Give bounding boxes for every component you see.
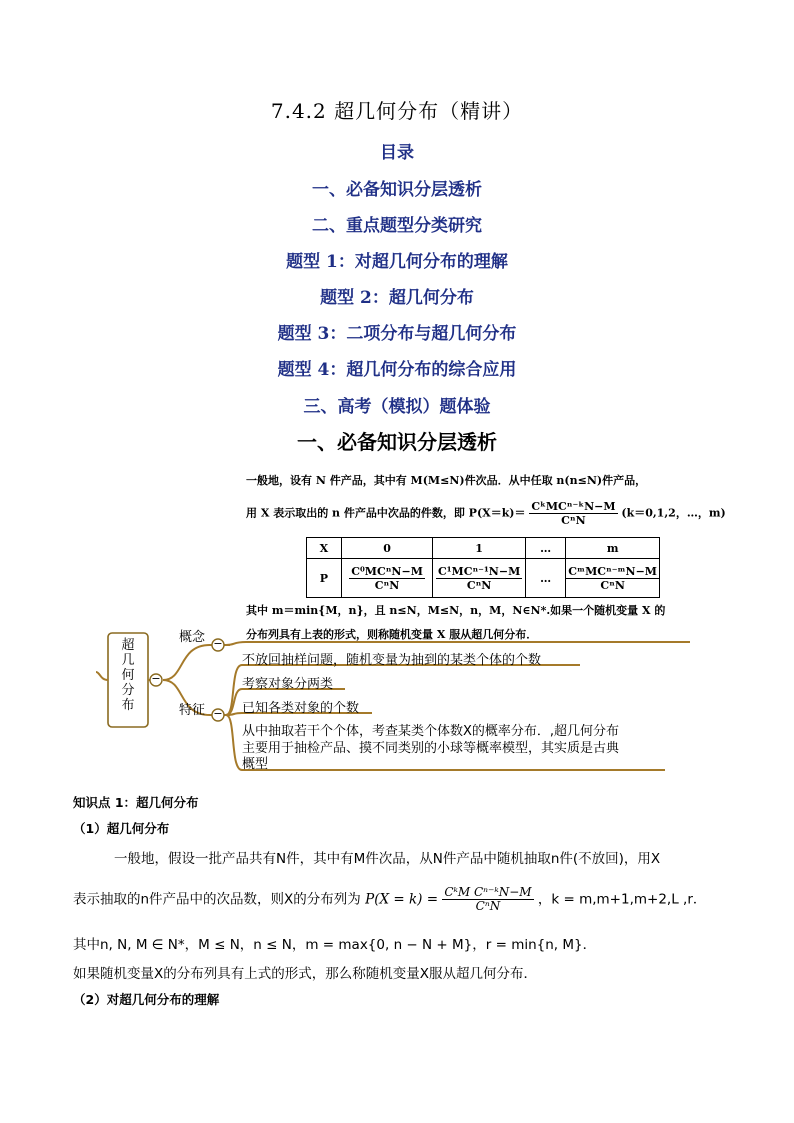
mindmap-root-char: 几 (121, 653, 135, 668)
mindmap-feature-2: 考察对象分两类 (242, 677, 334, 692)
formula-lhs: P(X = k) = (365, 891, 439, 908)
mindmap-feature-4-line-1: 从中抽取若干个个体，考查某类个体数X的概率分布．,超几何分布 (242, 724, 620, 739)
toc-item-2[interactable]: 二、重点题型分类研究 (312, 216, 482, 236)
toc-item-3[interactable]: 题型 1：对超几何分布的理解 (286, 252, 508, 272)
toc-item-6[interactable]: 题型 4：超几何分布的综合应用 (277, 360, 517, 380)
formula-fraction (442, 886, 533, 913)
mindmap-root-char: 分 (121, 683, 135, 698)
mindmap-root-char: 布 (121, 698, 135, 713)
toc-heading: 目录 (380, 143, 414, 163)
paragraph-3: 其中n, N, M ∈ N*，M ≤ N，n ≤ N，m = max{0, n − N + M}，r = min{n, M}． (73, 937, 597, 953)
mindmap-feature-1: 不放回抽样问题，随机变量为抽到的某类个体的个数 (242, 653, 542, 668)
fraction-denominator: CⁿN (600, 578, 625, 592)
toc-item-1[interactable]: 一、必备知识分层透析 (312, 180, 482, 200)
toc-item-5[interactable]: 题型 3：二项分布与超几何分布 (277, 324, 517, 344)
collapse-icon[interactable]: − (213, 707, 223, 720)
toc-item-7[interactable]: 三、高考（模拟）题体验 (303, 397, 491, 417)
subheading-2: （2）对超几何分布的理解 (73, 992, 220, 1007)
mindmap-root (118, 638, 138, 713)
mindmap-branch-feature: 特征 (179, 703, 206, 718)
fraction-numerator: CᵏMCⁿ⁻ᵏN−M (531, 500, 616, 513)
mindmap-feature-4-line-3: 概型 (242, 757, 269, 772)
fraction-denominator: CⁿN (466, 578, 492, 592)
mindmap-feature-4-line-2: 主要用于抽检产品、摸不同类别的小球等概率模型，其实质是古典 (242, 741, 620, 756)
table-cell: m (566, 538, 660, 559)
table-cell: … (525, 559, 565, 598)
paragraph-2-post: ，k = m,m+1,m+2,L ,r． (537, 891, 707, 908)
paragraph-2-pre: 表示抽取的n件产品中的次品数，则X的分布列为 (73, 891, 361, 908)
fraction-denominator: CⁿN (475, 899, 501, 913)
definition-line-2-post: (k＝0,1,2，…，m) (621, 506, 726, 520)
fraction-numerator: C¹MCⁿ⁻¹N−M (437, 564, 521, 578)
fraction-denominator: CⁿN (374, 578, 400, 592)
definition-line-4: 分布列具有上表的形式，则称随机变量 X 服从超几何分布． (246, 628, 538, 641)
fraction-numerator: CᵐMCⁿ⁻ᵐN−M (568, 564, 657, 578)
page-title: 7.4.2 超几何分布（精讲） (270, 99, 524, 123)
table-cell-x-label: X (307, 538, 342, 559)
fraction-numerator: C⁰MCⁿN−M (351, 564, 423, 578)
table-cell-p-label: P (307, 559, 342, 598)
collapse-icon[interactable]: − (213, 637, 223, 650)
table-cell: 1 (433, 538, 526, 559)
toc-item-4[interactable]: 题型 2：超几何分布 (320, 288, 474, 308)
collapse-icon[interactable]: − (151, 672, 161, 685)
definition-line-2-pre: 用 X 表示取出的 n 件产品中次品的件数，即 P(X＝k)＝ (246, 506, 526, 520)
fraction-numerator: CᵏM Cⁿ⁻ᵏN−M (444, 885, 532, 899)
mindmap-feature-3: 已知各类对象的个数 (242, 701, 360, 716)
definition-line-1: 一般地，设有 N 件产品，其中有 M(M≤N)件次品．从中任取 n(n≤N)件产品， (246, 474, 647, 487)
mindmap-root-char: 何 (121, 668, 135, 683)
mindmap-root-char: 超 (121, 638, 135, 653)
mindmap-branch-concept: 概念 (179, 630, 206, 645)
table-cell: … (525, 538, 565, 559)
fraction-denominator: CⁿN (561, 514, 586, 527)
section-heading: 一、必备知识分层透析 (297, 430, 497, 454)
subheading-1: （1）超几何分布 (73, 821, 170, 836)
definition-line-3: 其中 m＝min{M，n}，且 n≤N，M≤N，n，M，N∈N*.如果一个随机变量 X 的 (246, 604, 666, 617)
table-cell: 0 (341, 538, 433, 559)
knowledge-point-heading: 知识点 1：超几何分布 (73, 795, 199, 810)
paragraph-4: 如果随机变量X的分布列具有上式的形式，那么称随机变量X服从超几何分布． (73, 966, 537, 982)
paragraph-2 (73, 886, 706, 913)
paragraph-1: 一般地，假设一批产品共有N件，其中有M件次品，从N件产品中随机抽取n件(不放回)，用X (114, 851, 661, 867)
